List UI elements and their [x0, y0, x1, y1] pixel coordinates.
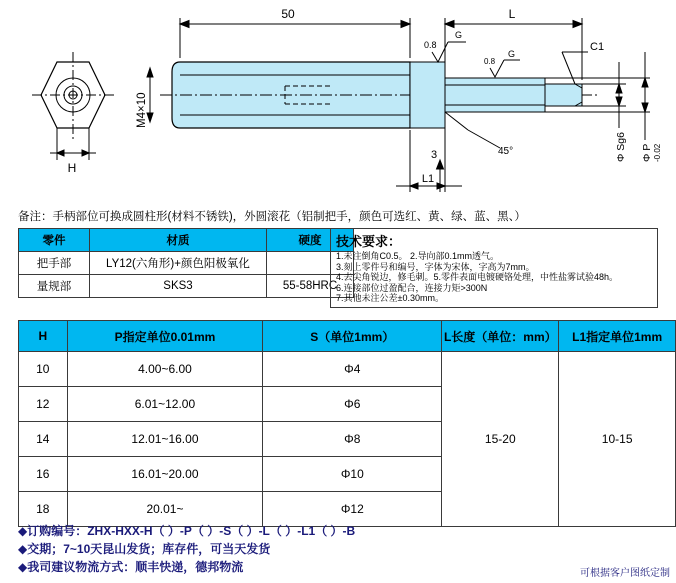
hex-end-view [32, 52, 114, 140]
spec-row3-s: Φ8 [263, 422, 442, 457]
spec-row5-p: 20.01~ [67, 492, 263, 527]
material-row2-hardness: 55-58HRC [267, 275, 354, 298]
spec-header-p: P指定单位0.01mm [67, 321, 263, 352]
spec-header-l: L长度（单位：mm） [442, 321, 559, 352]
spec-row5-h: 18 [19, 492, 68, 527]
spec-row4-p: 16.01~20.00 [67, 457, 263, 492]
table-row [19, 275, 354, 298]
dia-s-label: Φ Sg6 [615, 132, 627, 162]
spec-row4-h: 16 [19, 457, 68, 492]
material-row2-part: 量规部 [19, 275, 90, 298]
material-row1-part: 把手部 [19, 252, 90, 275]
dim-total-length [180, 18, 410, 58]
spec-row3-h: 14 [19, 422, 68, 457]
spec-l-value: 15-20 [442, 352, 559, 527]
technical-drawing [0, 0, 676, 205]
roughness-g-2: G [508, 49, 516, 59]
spec-row5-s: Φ12 [263, 492, 442, 527]
spec-header-h: H [19, 321, 68, 352]
tech-line-1: 1.未注倒角C0.5。 2.导向部0.1mm透气。 [336, 251, 500, 261]
logistics-line: ◆我司建议物流方式：顺丰快递，德邦物流 [18, 560, 244, 574]
spec-row4-s: Φ10 [263, 457, 442, 492]
notes-line: 备注：手柄部位可换成圆柱形(材料不锈铁)，外圆滚花（铝制把手，颜色可选红、黄、绿、蓝、黑、） [18, 211, 526, 223]
dim-L-label: L [508, 7, 516, 21]
table-row [19, 229, 354, 252]
hex-H-label: H [67, 161, 77, 175]
thread-label: M4×10 [136, 92, 148, 128]
technical-requirements-box [330, 228, 658, 308]
table-header-row [19, 321, 676, 352]
dia-p-tolerance-label: -0.02 [653, 143, 662, 162]
spec-row1-s: Φ4 [263, 352, 442, 387]
table-row [19, 352, 676, 387]
spec-row2-s: Φ6 [263, 387, 442, 422]
technical-requirements-title: 技术要求： [336, 234, 402, 249]
chamfer-c1-label: C1 [590, 41, 605, 53]
custom-note: 可根据客户图纸定制 [580, 568, 670, 579]
material-row2-material: SKS3 [90, 275, 267, 298]
spec-header-s: S（单位1mm） [263, 321, 442, 352]
material-header-material: 材质 [90, 229, 267, 252]
spec-row3-p: 12.01~16.00 [67, 422, 263, 457]
spec-row2-h: 12 [19, 387, 68, 422]
table-row [19, 252, 354, 275]
tech-line-3: 4.去尖角锐边，修毛刺。5.零件表面电镀硬铬处理，中性盐雾试验48h。 [336, 272, 619, 283]
chamfer-angle-label: 45° [498, 146, 514, 157]
dia-p-label: Φ P [641, 143, 653, 162]
delivery-line: ◆交期；7~10天昆山发货；库存件，可当天发货 [18, 542, 271, 556]
roughness-g-1: G [455, 30, 463, 40]
spec-row1-h: 10 [19, 352, 68, 387]
tech-line-5: 7.其他未注公差±0.30mm。 [336, 293, 444, 304]
roughness-value-1: 0.8 [424, 40, 437, 50]
material-table [18, 228, 354, 298]
tech-line-4: 6.连接部位过盈配合，连接力矩>300N [336, 282, 488, 293]
roughness-value-2: 0.8 [484, 57, 496, 66]
spec-row1-p: 4.00~6.00 [67, 352, 263, 387]
material-header-hardness: 硬度 [267, 229, 354, 252]
material-row1-material: LY12(六角形)+颜色阳极氧化 [90, 252, 267, 275]
dim-total-length-label: 50 [281, 7, 295, 21]
material-header-part: 零件 [19, 229, 90, 252]
order-info [18, 522, 578, 576]
spec-row2-p: 6.01~12.00 [67, 387, 263, 422]
dim-L1-label: L1 [421, 173, 435, 185]
spec-header-l1: L1指定单位1mm [559, 321, 676, 352]
roughness-symbols [432, 42, 588, 192]
tech-line-2: 3.刻上零件号和编号，字体为宋体，字高为7mm。 [336, 261, 535, 272]
spec-l1-value: 10-15 [559, 352, 676, 527]
gauge-pin [410, 62, 582, 128]
order-number-line: ◆订购编号：ZHX-HXX-H（ ）-P（ ）-S（ ）-L（ ）-L1（ ）-B [18, 524, 356, 538]
section-arrow-label: 3 [431, 149, 438, 161]
specification-table [18, 320, 676, 527]
